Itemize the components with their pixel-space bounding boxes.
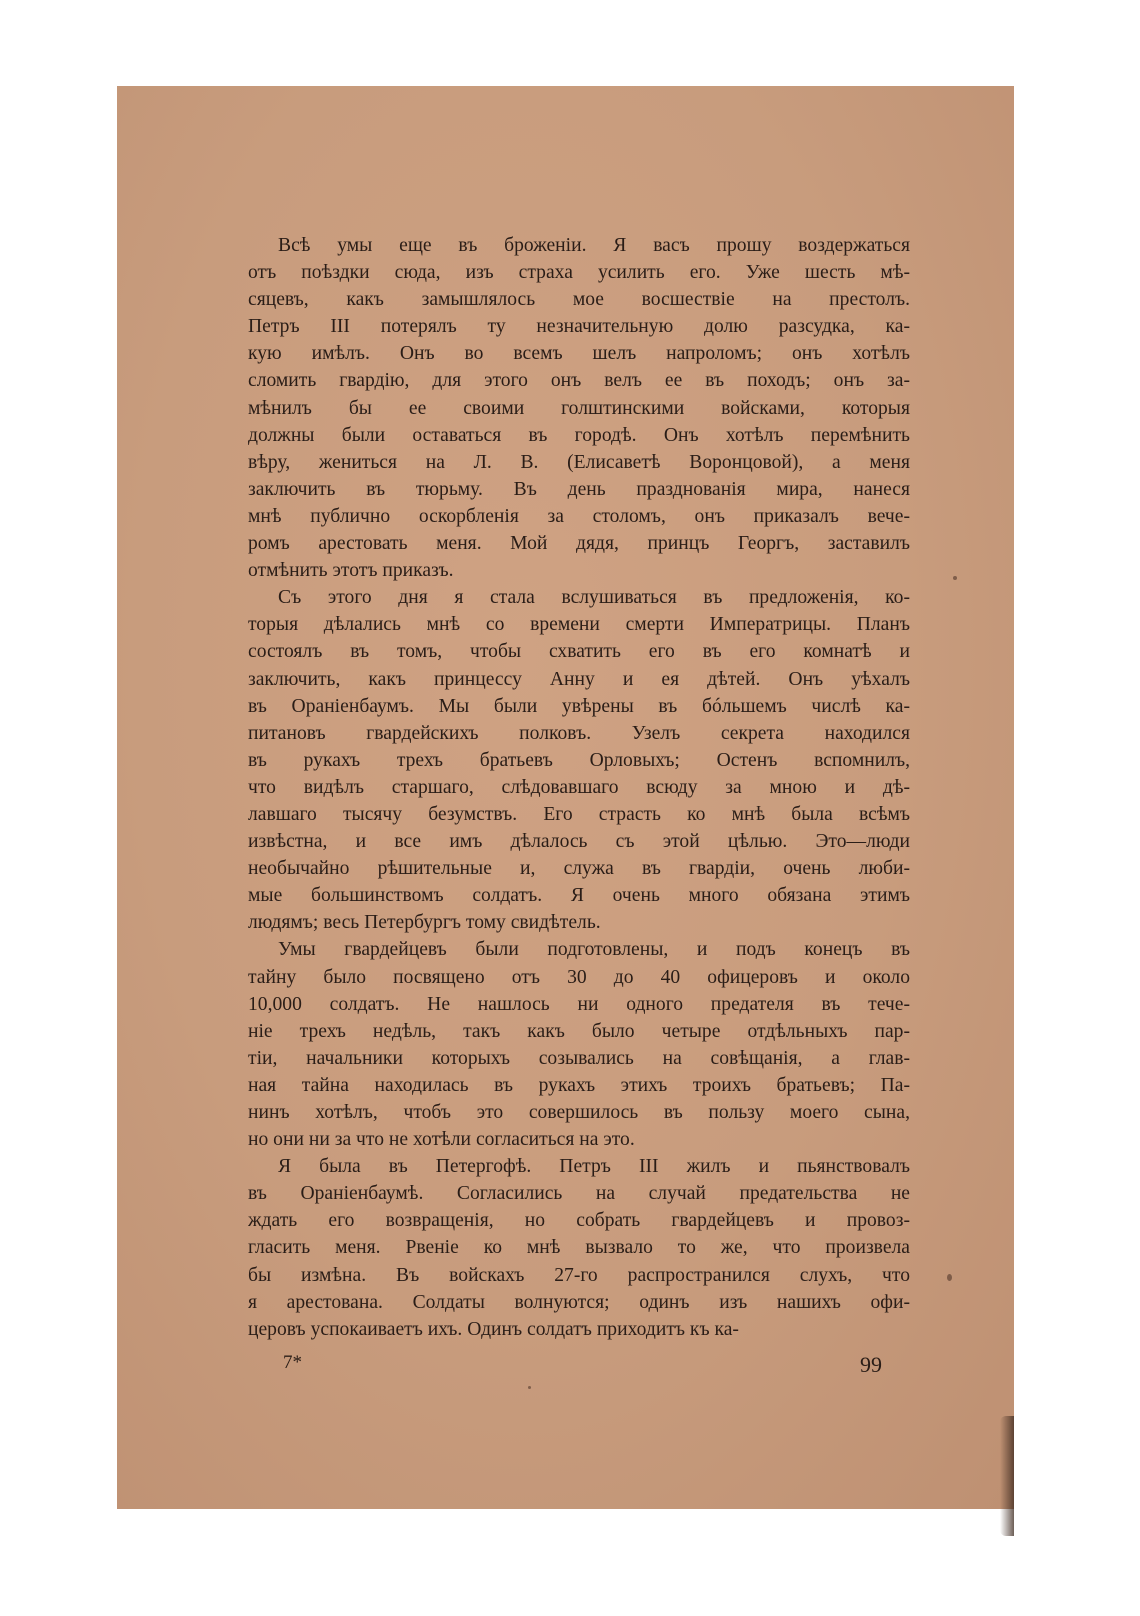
text-line: заключить въ тюрьму. Въ день празднованiя мира, нанеся — [248, 478, 910, 500]
text-line: тайну было посвящено отъ 30 до 40 офицеровъ и около — [248, 966, 910, 988]
page-edge-shadow — [1000, 1416, 1014, 1536]
text-line: церовъ успокаиваетъ ихъ. Одинъ солдатъ приходитъ къ ка- — [248, 1318, 739, 1340]
body-text — [248, 232, 910, 1343]
page-number: 99 — [860, 1352, 882, 1377]
paper-speck — [947, 1274, 952, 1281]
text-line: извѣстна, и все имъ дѣлалось съ этой цѣлью. Это—люди — [248, 831, 910, 853]
text-line: мые большинствомъ солдатъ. Я очень много обязана этимъ — [248, 885, 910, 907]
text-line: состоялъ въ томъ, чтобы схватить его въ его комнатѣ и — [248, 641, 910, 663]
text-line: Умы гвардейцевъ были подготовлены, и подъ конецъ въ — [278, 939, 910, 961]
text-line: должны были оставаться въ городѣ. Онъ хотѣлъ перемѣнить — [248, 424, 910, 446]
text-line: бы измѣна. Въ войскахъ 27-го распространился слухъ, что — [248, 1264, 910, 1286]
text-line: отъ поѣздки сюда, изъ страха усилить его. Уже шесть мѣ- — [248, 262, 910, 284]
text-line: 10,000 солдатъ. Не нашлось ни одного предателя въ тече- — [248, 993, 910, 1015]
text-line: я арестована. Солдаты волнуются; одинъ изъ нашихъ офи- — [248, 1291, 910, 1313]
text-line: питановъ гвардейскихъ полковъ. Узелъ секрета находился — [248, 722, 910, 744]
signature-mark: 7* — [283, 1352, 302, 1373]
text-line: кую имѣлъ. Онъ во всемъ шелъ напроломъ; онъ хотѣлъ — [248, 343, 910, 365]
text-line: вѣру, жениться на Л. В. (Елисаветѣ Воронцовой), а меня — [248, 451, 910, 473]
text-line: отмѣнить этотъ приказъ. — [248, 560, 454, 582]
text-line: мѣнилъ бы ее своими голштинскими войсками, которыя — [248, 397, 910, 419]
text-line: въ Ораніенбаумъ. Мы были увѣрены въ бóльшемъ числѣ ка- — [248, 695, 910, 717]
text-line: въ Ораніенбаумѣ. Согласились на случай предательства не — [248, 1183, 910, 1205]
text-line: въ рукахъ трехъ братьевъ Орловыхъ; Остенъ вспомнилъ, — [248, 749, 910, 771]
text-line: необычайно рѣшительные и, служа въ гвардiи, очень люби- — [248, 858, 910, 880]
text-line: Всѣ умы еще въ броженiи. Я васъ прошу воздержаться — [278, 235, 910, 256]
text-line: людямъ; весь Петербургъ тому свидѣтель. — [248, 912, 601, 934]
text-line: тiи, начальники которыхъ созывались на совѣщанiя, а глав- — [248, 1047, 910, 1069]
text-line: ная тайна находилась въ рукахъ этихъ троихъ братьевъ; Па- — [248, 1074, 910, 1096]
paper-speck — [528, 1386, 531, 1389]
text-line: но они ни за что не хотѣли согласиться на это. — [248, 1129, 635, 1151]
paragraph — [248, 584, 910, 936]
text-line: сломить гвардiю, для этого онъ велъ ее въ походъ; онъ за- — [248, 370, 910, 392]
text-line: Я была въ Петергофѣ. Петръ III жилъ и пьянствовалъ — [278, 1156, 910, 1178]
text-line: заключить, какъ принцессу Анну и ея дѣтей. Онъ уѣхалъ — [248, 668, 910, 690]
text-line: торыя дѣлались мнѣ со времени смерти Императрицы. Планъ — [248, 614, 910, 636]
text-line: мнѣ публично оскорбленiя за столомъ, онъ приказалъ вече- — [248, 505, 910, 527]
paragraph — [248, 232, 910, 584]
text-line: сяцевъ, какъ замышлялось мое восшествiе на престолъ. — [248, 289, 910, 311]
text-line: ромъ арестовать меня. Мой дядя, принцъ Георгъ, заставилъ — [248, 533, 910, 555]
text-line: нинъ хотѣлъ, чтобъ это совершилось въ пользу моего сына, — [248, 1102, 910, 1123]
paper-speck — [953, 576, 957, 580]
text-line: нiе трехъ недѣль, такъ какъ было четыре отдѣльныхъ пар- — [248, 1020, 910, 1042]
text-line: лавшаго тысячу безумствъ. Его страсть ко мнѣ была всѣмъ — [248, 803, 910, 825]
paragraph — [248, 936, 910, 1153]
text-line: что видѣлъ старшаго, слѣдовавшаго всюду за мною и дѣ- — [248, 776, 910, 798]
text-line: Съ этого дня я стала вслушиваться въ предложенiя, ко- — [278, 587, 910, 609]
text-line: ждать его возвращенiя, но собрать гвардейцевъ и провоз- — [248, 1210, 910, 1232]
text-line: Петръ III потерялъ ту незначительную долю разсудка, ка- — [248, 316, 910, 338]
text-line: гласить меня. Рвенiе ко мнѣ вызвало то же, что произвела — [248, 1237, 910, 1259]
paragraph — [248, 1153, 910, 1343]
